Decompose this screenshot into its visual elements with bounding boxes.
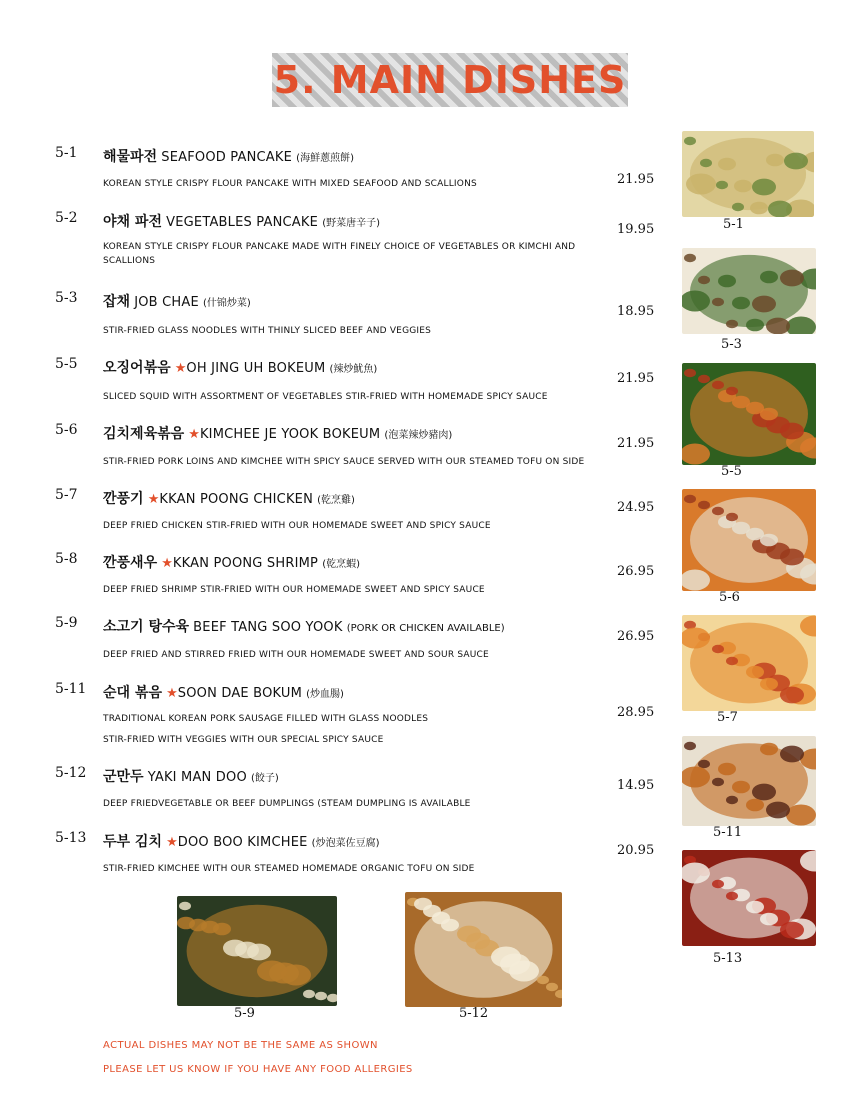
item-english-name: KIMCHEE JE YOOK BOKEUM — [199, 427, 381, 442]
item-description: KOREAN STYLE CRISPY FLOUR PANCAKE MADE WITH FINELY CHOICE OF VEGETABLES OR KIMCHI AND SCALLIONS — [103, 242, 576, 266]
item-description: DEEP FRIED CHICKEN STIR-FRIED WITH OUR HOMEMADE SWEET AND SPICY SAUCE — [103, 521, 491, 531]
item-korean-name: 야채 파전 — [103, 214, 162, 230]
item-chinese-name: (乾烹雞) — [317, 495, 355, 506]
item-price: 19.95 — [617, 222, 655, 237]
item-price: 24.95 — [617, 500, 655, 515]
item-number: 5-13 — [55, 830, 87, 846]
photo-caption: 5-6 — [719, 590, 740, 605]
dish-photo — [682, 489, 816, 591]
item-number: 5-5 — [55, 356, 78, 372]
item-korean-name: 깐풍새우 — [103, 555, 158, 571]
item-description: KOREAN STYLE CRISPY FLOUR PANCAKE WITH MIXED SEAFOOD AND SCALLIONS — [103, 179, 477, 189]
item-price: 28.95 — [617, 705, 655, 720]
item-name — [103, 146, 354, 166]
spicy-star-icon: ★ — [166, 835, 178, 850]
allergy-note: PLEASE LET US KNOW IF YOU HAVE ANY FOOD ALLERGIES — [103, 1064, 413, 1075]
item-english-name: BEEF TANG SOO YOOK — [193, 620, 343, 635]
item-price: 14.95 — [617, 778, 655, 793]
item-price: 20.95 — [617, 843, 655, 858]
item-number: 5-3 — [55, 290, 78, 306]
item-price: 18.95 — [617, 304, 655, 319]
item-name — [103, 357, 377, 377]
item-number: 5-8 — [55, 551, 78, 567]
dish-photo — [405, 892, 562, 1007]
item-name — [103, 291, 251, 311]
item-number: 5-6 — [55, 422, 78, 438]
item-english-name: VEGETABLES PANCAKE — [166, 215, 319, 230]
item-korean-name: 잡채 — [103, 294, 131, 310]
item-english-name: OH JING UH BOKEUM — [186, 361, 326, 376]
item-chinese-name: (什锦炒菜) — [203, 298, 251, 309]
disclaimer-note: ACTUAL DISHES MAY NOT BE THE SAME AS SHOWN — [103, 1040, 378, 1051]
item-name — [103, 552, 360, 572]
photo-caption: 5-12 — [459, 1006, 489, 1021]
item-description: DEEP FRIED AND STIRRED FRIED WITH OUR HOMEMADE SWEET AND SOUR SAUCE — [103, 650, 489, 660]
item-price: 21.95 — [617, 436, 655, 451]
item-chinese-name: (海鮮蔥煎餅) — [296, 153, 354, 164]
item-name — [103, 831, 379, 851]
section-header — [272, 53, 628, 107]
item-name — [103, 616, 505, 636]
item-chinese-name: (野菜唐辛子) — [322, 218, 380, 229]
item-korean-name: 깐풍기 — [103, 491, 144, 507]
dish-photo — [682, 131, 814, 217]
photo-caption: 5-5 — [721, 464, 742, 479]
item-number: 5-1 — [55, 145, 78, 161]
item-english-name: KKAN POONG CHICKEN — [159, 492, 314, 507]
item-korean-name: 소고기 탕수육 — [103, 619, 190, 635]
item-number: 5-2 — [55, 210, 78, 226]
item-chinese-name: (炒血腸) — [306, 689, 344, 700]
item-chinese-name: (PORK OR CHICKEN AVAILABLE) — [346, 623, 505, 634]
item-chinese-name: (泡菜辣炒豬肉) — [384, 430, 453, 441]
item-korean-name: 순대 볶음 — [103, 685, 162, 701]
spicy-star-icon: ★ — [188, 427, 200, 442]
photo-caption: 5-3 — [721, 337, 742, 352]
item-english-name: JOB CHAE — [134, 295, 199, 310]
item-korean-name: 군만두 — [103, 769, 144, 785]
item-description: STIR-FRIED KIMCHEE WITH OUR STEAMED HOMEMADE ORGANIC TOFU ON SIDE — [103, 864, 475, 874]
item-name — [103, 766, 279, 786]
photo-caption: 5-7 — [717, 710, 738, 725]
item-korean-name: 두부 김치 — [103, 834, 162, 850]
dish-photo — [682, 736, 816, 826]
photo-caption: 5-9 — [234, 1006, 255, 1021]
item-price: 21.95 — [617, 172, 655, 187]
spicy-star-icon: ★ — [147, 492, 160, 507]
item-chinese-name: (乾烹蝦) — [322, 559, 361, 570]
dish-photo — [682, 615, 816, 711]
item-english-name: KKAN POONG SHRIMP — [172, 556, 319, 571]
item-english-name: DOO BOO KIMCHEE — [177, 835, 308, 850]
item-description: TRADITIONAL KOREAN PORK SAUSAGE FILLED WITH GLASS NOODLES — [103, 714, 429, 724]
item-name — [103, 682, 344, 702]
item-english-name: SOON DAE BOKUM — [177, 686, 303, 701]
item-chinese-name: (炒泡菜佐豆腐) — [311, 838, 380, 849]
item-korean-name: 해물파전 — [103, 149, 158, 165]
item-korean-name: 김치제육볶음 — [103, 426, 185, 442]
item-korean-name: 오징어볶음 — [103, 360, 171, 376]
item-english-name: SEAFOOD PANCAKE — [161, 150, 293, 165]
item-description: DEEP FRIEDVEGETABLE OR BEEF DUMPLINGS (STEAM DUMPLING IS AVAILABLE — [103, 799, 471, 809]
dish-photo — [682, 363, 816, 465]
item-description: STIR-FRIED GLASS NOODLES WITH THINLY SLICED BEEF AND VEGGIES — [103, 326, 432, 336]
item-description: STIR-FRIED WITH VEGGIES WITH OUR SPECIAL SPICY SAUCE — [103, 735, 384, 745]
spicy-star-icon: ★ — [174, 361, 187, 376]
photo-caption: 5-1 — [723, 217, 744, 232]
item-price: 26.95 — [617, 564, 655, 579]
item-name — [103, 488, 355, 508]
item-description: DEEP FRIED SHRIMP STIR-FRIED WITH OUR HOMEMADE SWEET AND SPICY SAUCE — [103, 585, 485, 595]
item-price: 26.95 — [617, 629, 655, 644]
section-title: 5. MAIN DISHES — [273, 58, 627, 102]
photo-caption: 5-11 — [713, 825, 743, 840]
item-price: 21.95 — [617, 371, 655, 386]
item-description: SLICED SQUID WITH ASSORTMENT OF VEGETABLES STIR-FRIED WITH HOMEMADE SPICY SAUCE — [103, 392, 548, 402]
dish-photo — [682, 850, 816, 946]
item-number: 5-7 — [55, 487, 78, 503]
item-name — [103, 211, 380, 231]
item-description: STIR-FRIED PORK LOINS AND KIMCHEE WITH SPICY SAUCE SERVED WITH OUR STEAMED TOFU ON SIDE — [103, 457, 585, 467]
spicy-star-icon: ★ — [166, 686, 178, 701]
dish-photo — [682, 248, 816, 334]
spicy-star-icon: ★ — [161, 556, 173, 571]
item-english-name: YAKI MAN DOO — [147, 770, 247, 785]
item-number: 5-11 — [55, 681, 87, 697]
item-number: 5-9 — [55, 615, 78, 631]
item-name — [103, 423, 452, 443]
item-chinese-name: (辣炒魷魚) — [329, 364, 378, 375]
photo-caption: 5-13 — [713, 951, 743, 966]
dish-photo — [177, 896, 337, 1006]
item-number: 5-12 — [55, 765, 87, 781]
item-chinese-name: (餃子) — [251, 773, 279, 784]
